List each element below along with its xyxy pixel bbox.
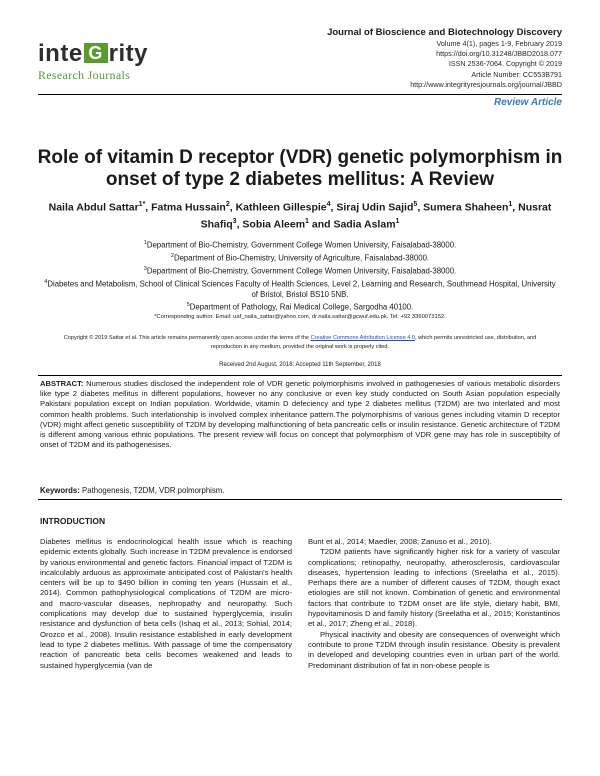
logo-subtitle: Research Journals bbox=[38, 68, 131, 82]
body-column-right bbox=[308, 537, 560, 671]
keywords-text: Pathogenesis, T2DM, VDR polmorphism. bbox=[82, 486, 225, 495]
keywords-label: Keywords: bbox=[40, 486, 80, 495]
author-affiliation-mark: 2 bbox=[225, 201, 230, 208]
body-paragraph: Diabetes mellitus is endocrinological health issue which is reaching epidemic extents globally. Such increase in T2DM prevalence is endorsed by various environmental and genetic factors. Financial impact of T2DM is incalculably arduous as approximate anticipated cost of Pakistan's health centers will be up to $490 billion in coming ten years (Hussain et al., 2014). Common pathophysiological complications of T2DM are micro- and macro-vascular diseases, nephropathy and neuropathy. Such complications may develop due to sustained hyperglycemia, insulin resistance and dysfunction of beta cells (Ishaq et al., 2013; Sohial, 2014; Orozco et al., 2008). Insulin resistance established in early development lead to type 2 diabetes mellitus. With passage of time the compensatory reaction of pancreatic beta cells becomes weakened and leads to sustained hyperglycemia (van de bbox=[40, 537, 292, 670]
body-paragraph: Bunt et al., 2014; Maedler, 2008; Zanuso et al., 2010). bbox=[308, 537, 492, 546]
body-paragraph: T2DM patients have significantly higher risk for a variety of vascular complications; retinopathy, neuropathy, atherosclerosis, cardiovascular diseases, hypertension leading to infections (Sreelatha et al., 2015). Perhaps there are a number of different causes of T2DM, though exact etiologies are still not known. Combination of genetic and environmental factors that contribute to T2DM onset are life style, dietary habit, BMI, hypovitaminosis D and family history (Sreelatha et al., 2015; Konstantinos et al., 2017; Zheng et al., 2018). bbox=[308, 547, 560, 629]
copyright-notice: Copyright © 2019 Sattar et al. This article remains permanently open access under the terms of the Creative Commons Attribution License 4.0, which permits unrestricted use, distribution, and reproduction in any medium, provided the original work is properly cited. bbox=[63, 335, 537, 350]
license-link[interactable]: Creative Commons Attribution License 4.0 bbox=[310, 335, 416, 341]
journal-volume: Volume 4(1), pages 1-9, February 2019 bbox=[436, 39, 562, 48]
body-column-left bbox=[40, 537, 292, 671]
affiliation: $^3$Department of Bio-Chemistry, Government College Women University, Faisalabad-38000. bbox=[143, 266, 457, 276]
journal-name: Journal of Bioscience and Biotechnology Discovery bbox=[327, 27, 562, 38]
author-name: Nusrat Shafiq bbox=[200, 201, 552, 230]
author-affiliation-mark: 4 bbox=[326, 201, 331, 208]
article-type: Review Article bbox=[494, 97, 562, 108]
header-rule bbox=[38, 94, 562, 95]
author-affiliation-mark: 1 bbox=[305, 217, 309, 225]
body-paragraph: Physical inactivity and obesity are consequences of overweight which contribute to prone T2DM through insulin resistance. Obesity is prevalent in developed and developing countries even in urban part of the world. Predominant distribution of fat in non-obese people is bbox=[308, 629, 560, 670]
journal-url[interactable]: http://www.integrityresjournals.org/journal/JBBD bbox=[410, 79, 562, 89]
received-dates: Received 2nd August, 2018; Accepted 11th September, 2018 bbox=[219, 362, 381, 368]
author-name: Fatma Hussain bbox=[151, 201, 226, 214]
paper-title: Role of vitamin D receptor (VDR) genetic polymorphism in onset of type 2 diabetes mellitus: A Review bbox=[37, 147, 563, 190]
abstract-text: Numerous studies disclosed the independent role of VDR genetic polymorphisms involved in pathogenesies of various metabolic disorders like type 2 diabetes mellitus in different populations, however no any conclusive or even key study conducted on South Asian population especially Pakistani population except on Indian population. Worldwide, vitamin D defeciency and type 2 diabetes mellitus (T2DM) are two interlated and most common health problems. Such interlationship is involved complex inheritance pattern.The polymorphisms of various genes including vitamin D receptor (VDR) might affect genetic susceptibility of T2DM by developing malfunctioning of beta pancreatic cells or insulin resistance. Genetic architecture of T2DM is different among various ethnic populations. The present review will focus on concept that polymorphism of VDR gene may has role in susceptibilty of onset of T2DM and its pathogenesises. bbox=[40, 379, 560, 450]
keywords-rule bbox=[38, 499, 562, 500]
author-name: Naila Abdul Sattar bbox=[48, 201, 139, 214]
author-list: Naila Abdul Sattar$^{1*}$, Fatma Hussain$^2$, Kathleen Gillespie$^4$, Siraj Udin Sajid$^5$, Sumera Shaheen$^1$, Nusrat Shafiq$^3$, Sobia Aleem$^1$ and Sadia Aslam$^1$ bbox=[48, 201, 552, 230]
author-affiliation-mark: 5 bbox=[413, 201, 418, 208]
author-name: Sobia Aleem bbox=[242, 218, 306, 230]
journal-doi[interactable]: https://doi.org/10.31248/JBBD2018.077 bbox=[436, 49, 562, 59]
affiliation: $^5$Department of Pathology, Rai Medical College, Sargodha 40100. bbox=[186, 302, 414, 312]
abstract bbox=[40, 379, 560, 450]
section-heading: INTRODUCTION bbox=[40, 516, 106, 526]
logo-wordmark: inte G rity bbox=[38, 40, 149, 67]
abstract-top-rule bbox=[38, 375, 562, 376]
affiliation: $^2$Department of Bio-Chemistry, University of Agriculture, Faisalabad-38000. bbox=[170, 253, 430, 263]
journal-info bbox=[327, 26, 562, 90]
affiliation: $^1$Department of Bio-Chemistry, Government College Women University, Faisalabad-38000. bbox=[143, 240, 457, 250]
abstract-label: ABSTRACT: bbox=[40, 379, 84, 388]
author-affiliation-mark: 1* bbox=[138, 201, 146, 208]
author-affiliation-mark: 3 bbox=[232, 217, 237, 225]
author-affiliation-mark: 1 bbox=[508, 201, 513, 208]
article-number: Article Number: CC553B791 bbox=[471, 69, 562, 79]
author-name: Siraj Udin Sajid bbox=[336, 201, 414, 214]
corresponding-author: *Corresponding author. Email: uaf_naila_sattar@yahoo.com, dr.naila.sattar@gcwuf.edu.pk. Tel: +92 3360073152. bbox=[154, 314, 446, 320]
journal-logo bbox=[38, 40, 178, 84]
author-affiliation-mark: 1 bbox=[395, 217, 400, 225]
author-name: Sadia Aslam bbox=[333, 218, 396, 230]
logo-mark: G bbox=[84, 43, 108, 63]
journal-issn: ISSN 2536-7064. Copyright © 2019 bbox=[448, 59, 562, 69]
affiliation-list bbox=[40, 238, 560, 313]
author-name: Sumera Shaheen bbox=[423, 201, 509, 214]
keywords bbox=[40, 486, 560, 495]
author-name: Kathleen Gillespie bbox=[235, 201, 327, 214]
affiliation: $^4$Diabetes and Metabolism, School of Clinical Sciences Faculty of Health Sciences, Level 2, Learning and Research, Southmead Hospital, University of Bristol, Bristol BS10 5NB. bbox=[44, 279, 556, 299]
